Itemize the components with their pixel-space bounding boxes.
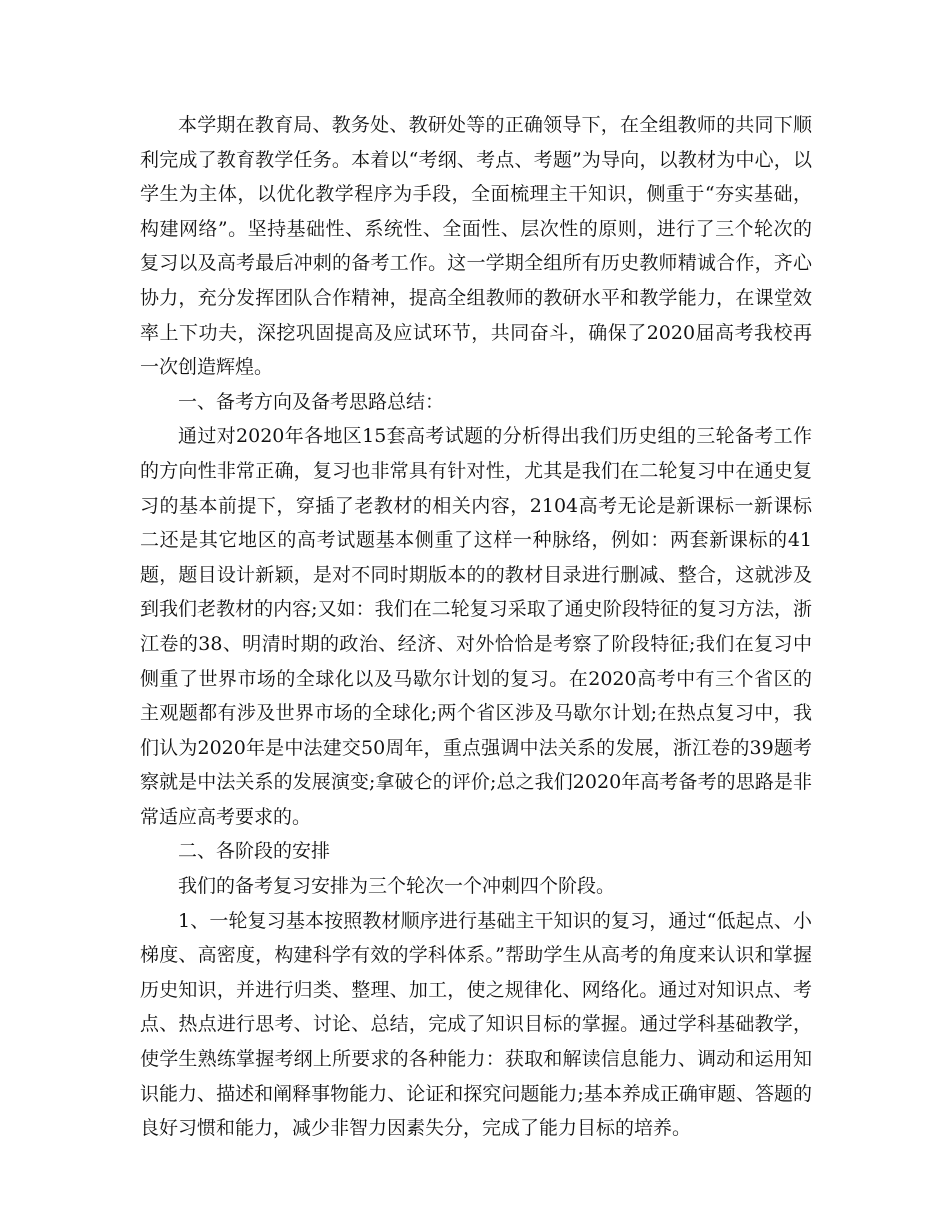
section-heading-1: 一、备考方向及备考思路总结： bbox=[178, 390, 445, 413]
section-heading-2: 二、各阶段的安排 bbox=[178, 840, 331, 863]
paragraph-intro: 本学期在教育局、教务处、教研处等的正确领导下，在全组教师的共同下顺利完成了教育教学任务。本着以“考纲、考点、考题”为导向，以教材为中心，以学生为主体，以优化教学程序为手段，全面梳理主干知识，侧重于“夯实基础，构建网络”。坚持基础性、系统性、全面性、层次性的原则，进行了三个轮次的复习以及高考最后冲刺的备考工作。这一学期全组所有历史教师精诚合作，齐心协力，充分发挥团队合作精神，提高全组教师的教研水平和教学能力，在课堂效率上下功夫，深挖巩固提高及应试环节，共同奋斗，确保了2020届高考我校再一次创造辉煌。 bbox=[140, 114, 812, 379]
document-body bbox=[140, 108, 812, 1146]
paragraph-section-2-summary: 我们的备考复习安排为三个轮次一个冲刺四个阶段。 bbox=[178, 875, 616, 898]
paragraph-section-1: 通过对2020年各地区15套高考试题的分析得出我们历史组的三轮备考工作的方向性非常正确，复习也非常具有针对性，尤其是我们在二轮复习中在通史复习的基本前提下，穿插了老教材的相关内容，2104高考无论是新课标一新课标二还是其它地区的高考试题基本侧重了这样一种脉络，例如：两套新课标的41题，题目设计新颖，是对不同时期版本的的教材目录进行删减、整合，这就涉及到我们老教材的内容;又如：我们在二轮复习采取了通史阶段特征的复习方法，浙江卷的38、明清时期的政治、经济、对外恰恰是考察了阶段特征;我们在复习中侧重了世界市场的全球化以及马歇尔计划的复习。在2020高考中有三个省区的主观题都有涉及世界市场的全球化;两个省区涉及马歇尔计划;在热点复习中，我们认为2020年是中法建交50周年，重点强调中法关系的发展，浙江卷的39题考察就是中法关系的发展演变;拿破仑的评价;总之我们2020年高考备考的思路是非常适应高考要求的。 bbox=[140, 425, 812, 828]
paragraph-section-2-item-1: 1、一轮复习基本按照教材顺序进行基础主干知识的复习，通过“低起点、小梯度、高密度，构建科学有效的学科体系。”帮助学生从高考的角度来认识和掌握历史知识，并进行归类、整理、加工，使之规律化、网络化。通过对知识点、考点、热点进行思考、讨论、总结，完成了知识目标的掌握。通过学科基础教学，使学生熟练掌握考纲上所要求的各种能力：获取和解读信息能力、调动和运用知识能力、描述和阐释事物能力、论证和探究问题能力;基本养成正确审题、答题的良好习惯和能力，减少非智力因素失分，完成了能力目标的培养。 bbox=[140, 909, 812, 1140]
